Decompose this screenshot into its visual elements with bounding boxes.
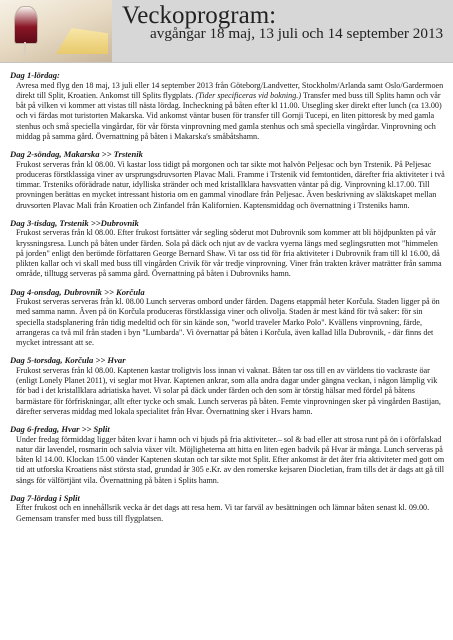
day-text: Frukost serveras från kl 08.00. Vi kastar loss tidigt på morgonen och tar sikte mot halvön Peljesac och byn Trstenik. På Peljesac produceras förstklassiga viner av ursprungsdruvsorten Plavac Mali. Framme i Trstenik vid femtontiden, därefter fria aktiviteter i två timmar. Trsteniks oförädrade natur, idylliska stränder och med kristallklara havsvatten väntar på dig. Vinprovning kl.17.00. Till provningen berättas en mycket intressant historia om en gammal vinodlare från Peljesac. Även beskrivning av släktskapet mellan druvsorten Plavac Mali från Kroatien och Zinfandel från Kalifornien. Kaptensmiddag och övernattning i Trsteniks hamn. bbox=[16, 159, 445, 210]
day-text: Frukost serveras från kl 08.00. Kaptenen kastar troligtvis loss innan vi vaknat. Båten tar oss till en av världens tio vackraste öar (enligt Lonely Planet 2011), vi seglar mot Hvar. Kaptenen ankrar, som alla andra dagar under gängna veckan, i någon lämplig vik för bad i det kristallklara adriatiska havet. Vi solar på däck under färden och den som är törstig hälsar med fördel på båtens barmästare för förfriskningar, allt efter tycke och smak. Lunch serveras på båten. Femte vinprovningen sker på vingården Bastijan, därefter serveras middag med lokala specialitet från Hvar. Övernattning sker i Hvars hamn. bbox=[16, 365, 441, 416]
day-text-part: Transfer med buss till Splits hamn och vår båt på vilken vi kommer att vistas till nästa lördag. Incheckning på båten efter kl 11.00. Utsegling sker direkt efter lunch (ca 13.00) och vi färdas mot turistorten Makarska. Vid ankomst väntar busen för transfer till Gornji Tucepi, en liten pittoresk by med gamla stenhus och små speciella vingårdar, för vår första vinprovning med gamla stenhus och små speciella vingårdar. Vinprovning och middag på samma gård. Övernattning på båten i Makarska's småbåtshamn. bbox=[16, 90, 442, 141]
day-1 bbox=[10, 70, 446, 142]
day-text: Frukost serveras serveras från kl. 08.00 Lunch serveras ombord under färden. Dagens etappmål heter Korčula. Staden ligger på ön med samma namn. Även på ön Korčula produceras förstklassiga viner och olivolja. Staden är mest känd för två saker: för sin speciella stadsplanering från tidig medeltid och för sin kände son, "world traveler Marko Polo". Kvällens vinprovning, färde, arrangeras ca två mil från staden i byn "Lumbarda". Vi övernattar på båten i Korčula, även kallad lilla Dubrovnik, - där finns det mycket intressant att se. bbox=[16, 297, 440, 347]
page-title: Veckoprogram: bbox=[122, 2, 277, 29]
wine-glass-icon bbox=[14, 6, 38, 44]
page-subtitle: avgångar 18 maj, 13 juli och 14 september 2013 bbox=[150, 25, 444, 42]
day-text: Efter frukost och en innehållsrik vecka är det dags att resa hem. Vi tar farväl av besättningen och lämnar båten senast kl. 09.00. Gemensam transfer med buss till flygplatsen. bbox=[16, 503, 430, 523]
day-text: Under fredag förmiddag ligger båten kvar i hamn och vi bjuds på fria aktiviteter.– sol & bad eller att strosa runt på ön i oförfalskad natur där lavendel, rosmarin och salvia växer vilt. Möjligheterna att hitta en liten egen badvik på Hvar är många. Lunch serveras på båten kl 14.00. Klockan 15.00 vänder Kaptenen skutan och tar sikte mot Split. Efter ankomst är det åter fria aktiviteter med gott om tid att utforska Kroatiens näst största stad, grundad år 305 e.Kr. av den romerske kejsaren Diocletian, fram tills det är dags att gå till sängs för välförtjänt vila. Övernattning på båten i Splits hamn. bbox=[16, 434, 445, 485]
itinerary bbox=[10, 70, 446, 531]
day-4 bbox=[10, 287, 446, 349]
day-heading: Dag 5-torsdag, Korčula >> Hvar bbox=[10, 355, 126, 366]
day-text: Frukost serveras från kl 08.00. Efter frukost fortsätter vår segling söderut mot Dubrovnik som kommer att bli höjdpunkten på vår kryssningsresa. Lunch på båten under färden. Sola på däck och njut av de vackra vyerna längs med seglingsrutten mot "himmelen på jorden" enligt den berömde författaren George Bernard Shaw. Vi tar oss tid för fria aktiviteter i Dubrovnik fram till kl 16.00, då plikten kallar och vi skall med buss till vingården Crivik för vår tredje vinprovning. Viner från trakten kräver maträtter från samma område, tilltugg serveras på samma gård. Övernattning på båten i Dubrovniks hamn. bbox=[16, 228, 442, 279]
day-note: (Tider specificeras vid bokning.) bbox=[195, 90, 302, 100]
day-heading: Dag 4-onsdag, Dubrovnik >> Korčula bbox=[10, 286, 145, 297]
day-2 bbox=[10, 149, 446, 211]
day-3 bbox=[10, 218, 446, 280]
wine-glass-stem bbox=[24, 42, 26, 56]
header-banner bbox=[0, 0, 453, 63]
cheese-icon bbox=[56, 28, 108, 54]
day-6 bbox=[10, 424, 446, 486]
wine-cheese-photo bbox=[0, 0, 112, 62]
day-heading: Dag 1-lördag: bbox=[10, 70, 60, 80]
day-heading: Dag 6-fredag, Hvar >> Split bbox=[10, 424, 110, 434]
day-heading: Dag 3-tisdag, Trstenik >>Dubrovnik bbox=[10, 217, 139, 228]
day-text-part: Avresa med flyg den 18 maj, 13 juli eller 14 september 2013 från Göteborg/Landvetter, Stockholm/Arlanda samt Oslo/Gardermoen direkt till Split, Kroatien. Ankomst till Splits flygplats. bbox=[16, 80, 444, 100]
day-7 bbox=[10, 493, 446, 524]
day-5 bbox=[10, 355, 446, 417]
day-heading: Dag 7-lördag i Split bbox=[10, 492, 80, 503]
day-text bbox=[10, 81, 446, 143]
day-heading: Dag 2-söndag, Makarska >> Trstenik bbox=[10, 149, 143, 159]
